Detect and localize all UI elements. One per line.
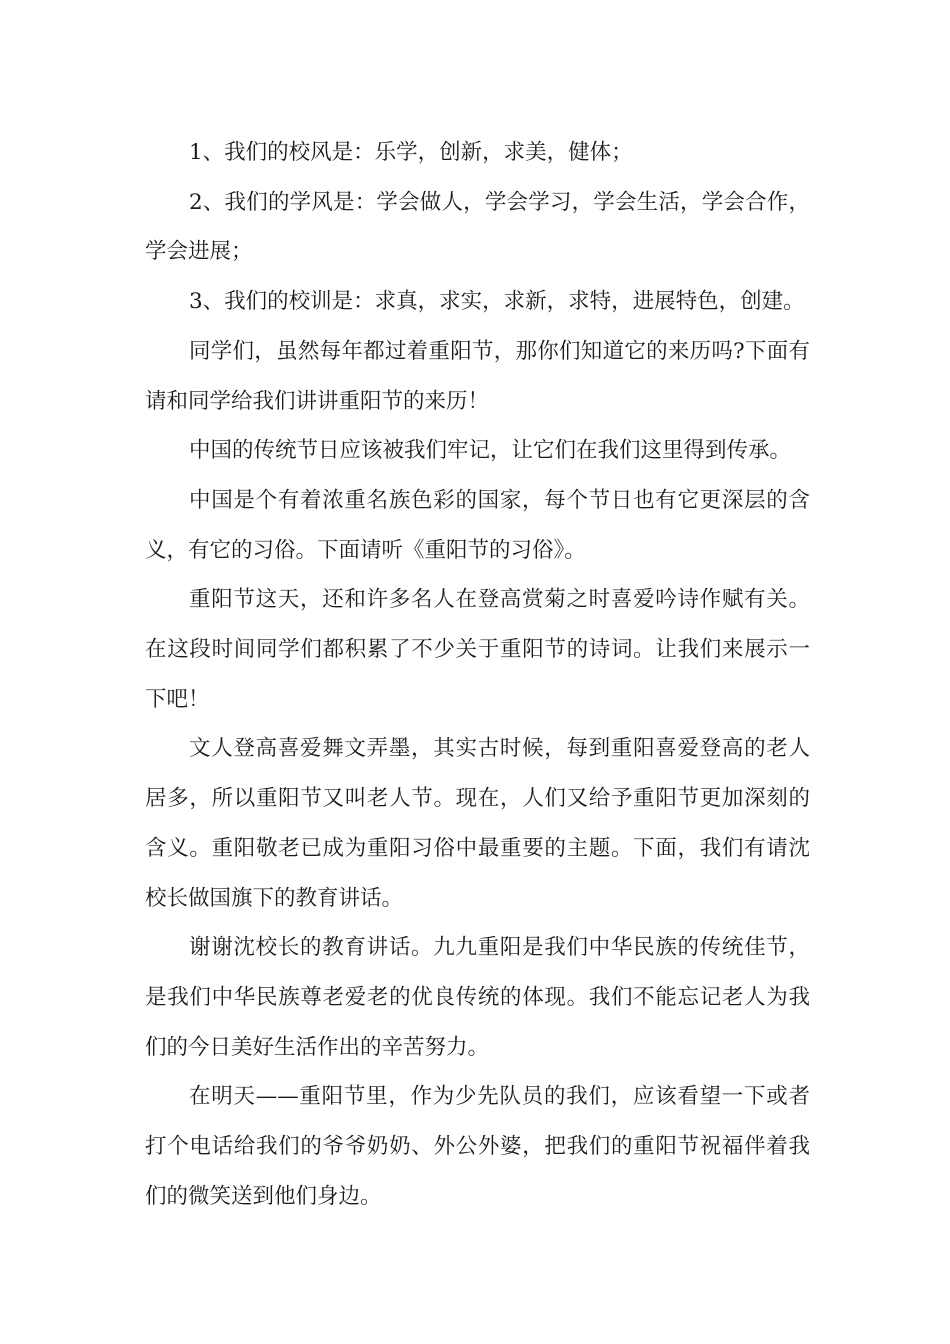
document-body: [145, 128, 810, 1221]
paragraph-tradition: 中国的传统节日应该被我们牢记，让它们在我们这里得到传承。: [189, 438, 792, 464]
paragraph-closing: 在明天——重阳节里，作为少先队员的我们，应该看望一下或者打个电话给我们的爷爷奶奶、外公外婆，把我们的重阳节祝福伴着我们的微笑送到他们身边。: [145, 1084, 810, 1209]
paragraph-thanks-principal: 谢谢沈校长的教育讲话。九九重阳是我们中华民族的传统佳节，是我们中华民族尊老爱老的优良传统的体现。我们不能忘记老人为我们的今日美好生活作出的辛苦努力。: [145, 935, 810, 1060]
paragraph-school-creed: 3、我们的校训是：求真，求实，求新，求特，进展特色，创建。: [189, 289, 805, 315]
paragraph-customs: 中国是个有着浓重名族色彩的国家，每个节日也有它更深层的含义，有它的习俗。下面请听《重阳节的习俗》。: [145, 487, 810, 563]
paragraph-origin-intro: 同学们，虽然每年都过着重阳节，那你们知道它的来历吗?下面有请和同学给我们讲讲重阳节的来历！: [145, 338, 810, 414]
paragraph-study-style: 2、我们的学风是：学会做人，学会学习，学会生活，学会合作，学会进展；: [145, 189, 810, 265]
paragraph-school-motto: 1、我们的校风是：乐学，创新，求美，健体；: [189, 140, 633, 165]
paragraph-elders-day: 文人登高喜爱舞文弄墨，其实古时候，每到重阳喜爱登高的老人居多，所以重阳节又叫老人节。现在，人们又给予重阳节更加深刻的含义。重阳敬老已成为重阳习俗中最重要的主题。下面，我们有请沈校长做国旗下的教育讲话。: [145, 736, 810, 911]
paragraph-poetry: 重阳节这天，还和许多名人在登高赏菊之时喜爱吟诗作赋有关。在这段时间同学们都积累了不少关于重阳节的诗词。让我们来展示一下吧！: [145, 587, 810, 712]
